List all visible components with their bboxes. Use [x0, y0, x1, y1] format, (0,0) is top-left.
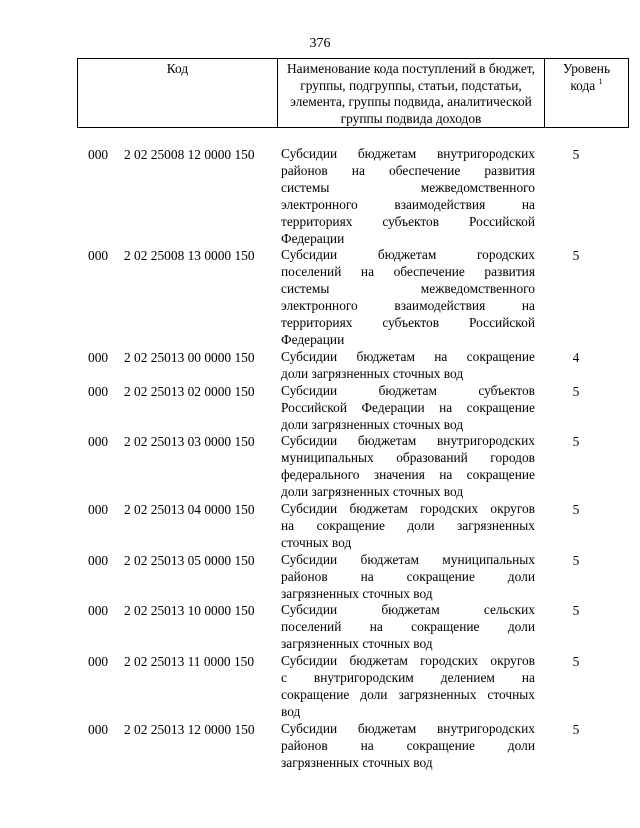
name-line: системы межведомственного: [281, 179, 535, 195]
name-line: Субсидии бюджетам субъектов: [281, 382, 535, 398]
row-name: [281, 552, 535, 603]
name-line: вод: [281, 703, 301, 719]
name-line: Субсидии бюджетам сельских: [281, 602, 535, 618]
row-name: [281, 433, 535, 501]
row-name: [281, 247, 535, 348]
row-code: 2 02 25013 04 0000 150: [124, 502, 255, 518]
name-line: поселений на обеспечение развития: [281, 264, 535, 280]
table-header: [77, 58, 629, 128]
row-prefix: 000: [88, 552, 109, 568]
row-name: [281, 501, 535, 552]
header-code: [78, 59, 278, 128]
row-level: 5: [572, 434, 580, 450]
row-code: 2 02 25008 12 0000 150: [124, 147, 255, 162]
header-level-label: Уровень кода: [562, 61, 611, 93]
name-line: Субсидии бюджетам городских: [281, 247, 535, 263]
row-code: 2 02 25013 00 0000 150: [124, 349, 255, 365]
row-code: 2 02 25008 13 0000 150: [124, 248, 255, 264]
row-prefix: 000: [88, 383, 109, 399]
row-prefix: 000: [88, 147, 109, 162]
name-line: Федерации: [281, 230, 345, 246]
table-row: [0, 552, 640, 603]
name-line: загрязненных сточных вод: [281, 754, 433, 770]
row-code: 2 02 25013 03 0000 150: [124, 434, 255, 450]
page-number: 376: [309, 36, 331, 51]
footnote-marker: 1: [598, 76, 603, 86]
name-line: сокращение доли загрязненных сточных: [281, 687, 535, 702]
row-prefix: 000: [88, 349, 109, 365]
name-line: с внутригородским делением на: [281, 670, 535, 686]
row-level: 5: [572, 248, 580, 264]
name-line: Субсидии бюджетам на сокращение: [281, 348, 535, 364]
name-line: Субсидии бюджетам внутригородских: [281, 433, 535, 449]
name-line: сточных вод: [281, 534, 352, 550]
name-line: доли загрязненных сточных вод: [281, 416, 464, 432]
row-name: [281, 146, 535, 247]
row-level: 5: [572, 654, 580, 670]
table-row: [0, 349, 640, 383]
row-level: 5: [572, 603, 580, 619]
name-line: Российской Федерации на сокращение: [281, 399, 535, 415]
name-line: районов на сокращение доли: [281, 737, 535, 753]
name-line: электронного взаимодействия на: [281, 196, 535, 212]
row-code: 2 02 25013 10 0000 150: [124, 603, 255, 619]
name-line: Субсидии бюджетам городских округов: [281, 501, 535, 517]
table-row: [0, 433, 640, 501]
name-line: электронного взаимодействия на: [281, 298, 535, 314]
table-row: [0, 721, 640, 772]
name-line: Субсидии бюджетам внутригородских: [281, 146, 535, 161]
row-prefix: 000: [88, 502, 109, 518]
name-line: загрязненных сточных вод: [281, 636, 433, 652]
name-line: районов на обеспечение развития: [281, 162, 535, 178]
name-line: федерального значения на сокращение: [281, 467, 535, 483]
name-line: Субсидии бюджетам внутригородских: [281, 720, 535, 736]
row-code: 2 02 25013 11 0000 150: [124, 654, 255, 670]
table-row: [0, 383, 640, 434]
name-line: Федерации: [281, 331, 345, 347]
row-code: 2 02 25013 12 0000 150: [124, 721, 255, 737]
row-prefix: 000: [88, 603, 109, 619]
table-row: [0, 602, 640, 653]
row-level: 4: [572, 349, 580, 365]
name-line: на сокращение доли загрязненных: [281, 517, 535, 533]
name-line: районов на сокращение доли: [281, 568, 535, 584]
row-level: 5: [572, 552, 580, 568]
row-level: 5: [572, 147, 580, 162]
name-line: Субсидии бюджетам муниципальных: [281, 551, 535, 567]
row-name: [281, 721, 535, 772]
row-prefix: 000: [88, 721, 109, 737]
name-line: загрязненных сточных вод: [281, 585, 433, 601]
row-prefix: 000: [88, 654, 109, 670]
name-line: Субсидии бюджетам городских округов: [281, 653, 535, 669]
name-line: территориях субъектов Российской: [281, 213, 535, 229]
name-line: доли загрязненных сточных вод: [281, 484, 464, 500]
table-row: [0, 146, 640, 247]
header-level: [545, 59, 629, 128]
name-line: доли загрязненных сточных вод: [281, 365, 464, 381]
row-name: [281, 653, 535, 721]
row-code: 2 02 25013 05 0000 150: [124, 552, 255, 568]
row-prefix: 000: [88, 434, 109, 450]
header-name: [278, 59, 545, 128]
row-name: [281, 602, 535, 653]
header-name-label: Наименование кода поступлений в бюджет, группы, подгруппы, статьи, подстатьи, элемента, группы подвида, аналитической группы подвида доходов: [287, 61, 535, 126]
table-row: [0, 501, 640, 552]
row-name: [281, 383, 535, 434]
name-line: системы межведомственного: [281, 281, 535, 297]
table-body: [0, 146, 640, 772]
table-row: [0, 247, 640, 348]
row-prefix: 000: [88, 248, 109, 264]
header-code-label: Код: [166, 61, 189, 76]
name-line: муниципальных образований городов: [281, 450, 535, 466]
row-level: 5: [572, 383, 580, 399]
row-code: 2 02 25013 02 0000 150: [124, 383, 255, 399]
table-row: [0, 653, 640, 721]
row-level: 5: [572, 502, 580, 518]
name-line: территориях субъектов Российской: [281, 315, 535, 331]
row-level: 5: [572, 721, 580, 737]
name-line: поселений на сокращение доли: [281, 619, 535, 635]
row-name: [281, 349, 535, 383]
